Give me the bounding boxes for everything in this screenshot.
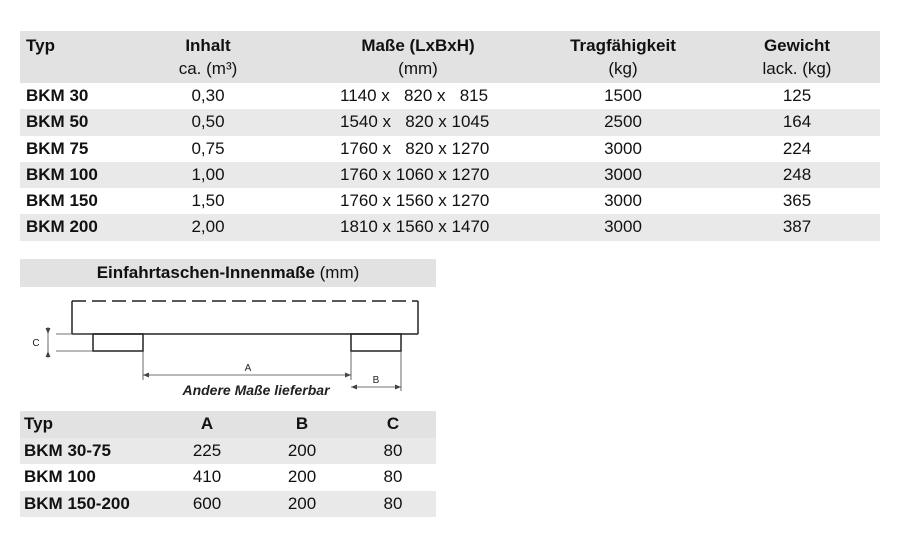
cell-typ: BKM 30	[26, 86, 89, 105]
cell-inhalt: 0,30	[191, 86, 225, 105]
cell-gewicht: 164	[782, 112, 812, 132]
header-inhalt-unit: ca. (m³)	[178, 59, 238, 78]
header-tragfaehigkeit: Tragfähigkeit	[570, 36, 676, 55]
cell-a: 600	[192, 493, 222, 513]
pocket-table	[20, 411, 436, 517]
cell-masse: 1760 x 1560 x 1270	[340, 191, 490, 211]
cell-typ: BKM 100	[26, 164, 98, 184]
cell-typ: BKM 100	[24, 467, 96, 486]
cell-inhalt: 1,50	[191, 191, 225, 211]
cell-typ: BKM 150	[26, 191, 98, 211]
header-typ: Typ	[24, 414, 53, 433]
cell-typ: BKM 75	[26, 138, 89, 158]
cell-b: 200	[287, 493, 317, 513]
dimension-label-b: B	[372, 375, 380, 386]
diagram-caption: Andere Maße lieferbar	[182, 382, 330, 398]
header-c: C	[386, 414, 400, 433]
table-row	[20, 83, 880, 109]
table-row	[20, 438, 436, 465]
cell-tragfaehigkeit: 1500	[604, 86, 642, 105]
cell-typ: BKM 200	[26, 217, 98, 237]
spec-table-header	[20, 31, 880, 83]
header-b: B	[295, 414, 309, 433]
table-row	[20, 214, 880, 240]
cell-b: 200	[287, 467, 317, 486]
cell-tragfaehigkeit: 3000	[604, 138, 642, 158]
cell-tragfaehigkeit: 2500	[604, 112, 642, 132]
header-masse-unit: (mm)	[398, 59, 438, 78]
section-title-unit: (mm)	[314, 263, 360, 282]
table-row	[20, 162, 880, 188]
cell-c: 80	[383, 493, 403, 513]
cell-tragfaehigkeit: 3000	[604, 217, 642, 237]
table-row	[20, 491, 436, 518]
cell-masse: 1760 x 820 x 1270	[340, 138, 490, 158]
cell-inhalt: 1,00	[191, 164, 225, 184]
header-typ: Typ	[26, 36, 55, 55]
fork-pocket-section	[20, 259, 436, 518]
dimension-label-a: A	[244, 363, 252, 374]
header-a: A	[200, 414, 214, 433]
cell-gewicht: 224	[782, 138, 812, 158]
cell-masse: 1760 x 1060 x 1270	[340, 164, 490, 184]
cell-inhalt: 0,75	[191, 138, 225, 158]
cell-tragfaehigkeit: 3000	[604, 191, 642, 211]
spec-table	[20, 31, 880, 241]
header-inhalt: Inhalt	[185, 36, 231, 55]
table-row	[20, 109, 880, 135]
fork-pocket-diagram	[20, 287, 436, 411]
table-row	[20, 464, 436, 491]
cell-masse: 1140 x 820 x 815	[340, 86, 489, 105]
cell-c: 80	[383, 467, 403, 486]
cell-typ: BKM 30-75	[24, 440, 111, 460]
cell-gewicht: 387	[782, 217, 812, 237]
header-gewicht: Gewicht	[763, 36, 831, 55]
section-title-main: Einfahrtaschen-Innenmaße	[96, 263, 315, 282]
cell-masse: 1810 x 1560 x 1470	[340, 217, 490, 237]
table-row	[20, 136, 880, 162]
header-masse: Maße (LxBxH)	[361, 36, 475, 55]
cell-a: 410	[192, 467, 222, 486]
pocket-table-header	[20, 411, 436, 438]
cell-typ: BKM 50	[26, 112, 89, 132]
cell-gewicht: 365	[782, 191, 812, 211]
cell-a: 225	[192, 440, 222, 460]
cell-gewicht: 125	[782, 86, 812, 105]
fork-pocket-drawing	[20, 287, 436, 411]
section-title	[20, 259, 436, 287]
cell-c: 80	[383, 440, 403, 460]
cell-typ: BKM 150-200	[24, 493, 130, 513]
cell-tragfaehigkeit: 3000	[604, 164, 642, 184]
cell-gewicht: 248	[782, 164, 812, 184]
cell-b: 200	[287, 440, 317, 460]
cell-masse: 1540 x 820 x 1045	[340, 112, 490, 132]
header-gewicht-unit: lack. (kg)	[762, 59, 832, 78]
cell-inhalt: 0,50	[191, 112, 225, 132]
table-row	[20, 188, 880, 214]
header-tragfaehigkeit-unit: (kg)	[608, 59, 638, 78]
dimension-label-c: C	[32, 338, 40, 349]
cell-inhalt: 2,00	[191, 217, 225, 237]
